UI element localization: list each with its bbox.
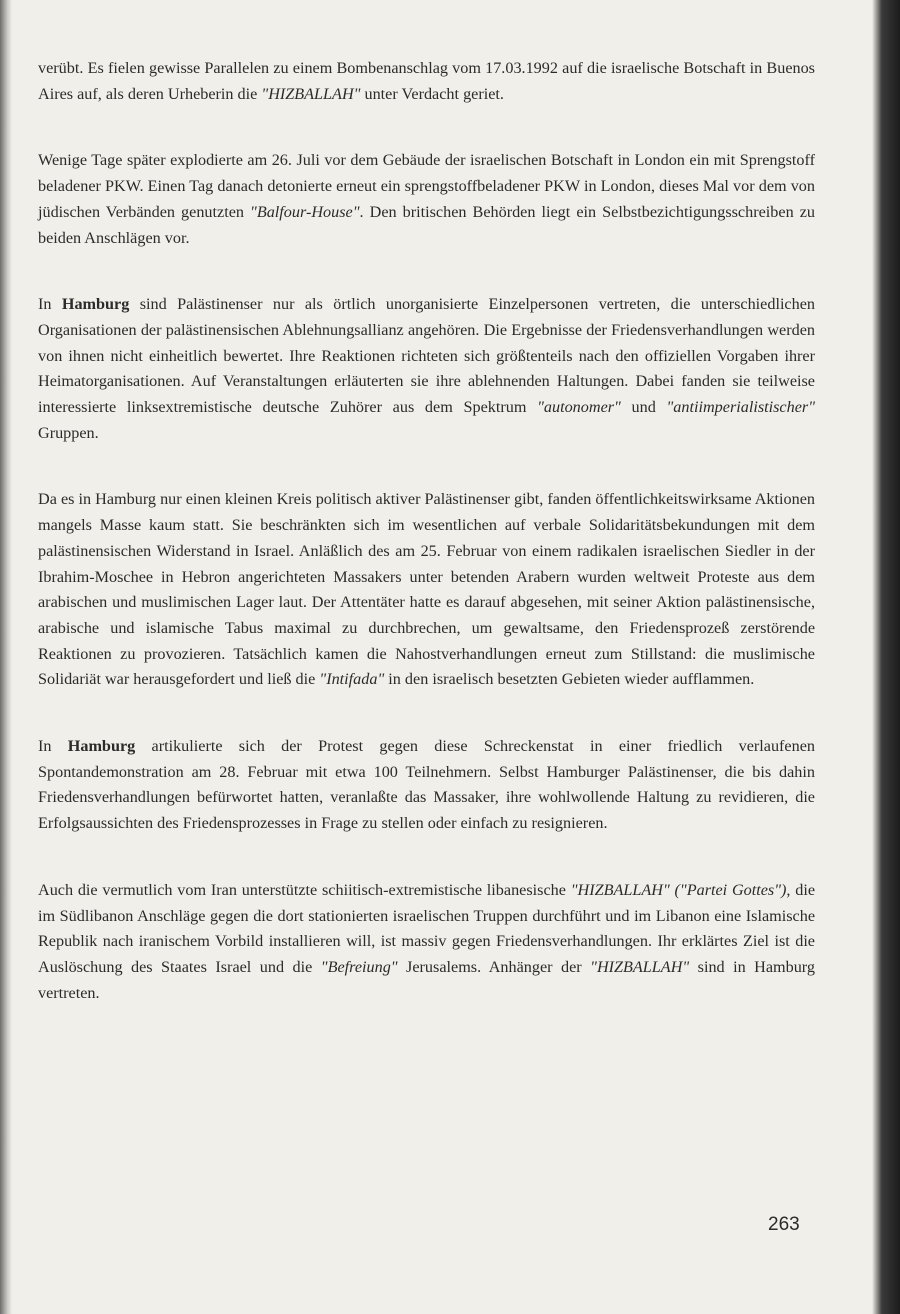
paragraph-5	[38, 734, 815, 837]
paragraph-1	[38, 56, 815, 107]
page-number: 263	[768, 1214, 800, 1235]
text-run: artikulierte sich der Protest gegen diese Schreckenstat in einer friedlich verlaufenen Spontandemonstration am 28. Februar mit etwa 100 Teilnehmern. Selbst Hamburger Palästinenser, die bis dahin Friedensverhandlungen befürwortet hatten, veranlaßte das Massaker, ihre wohlwollende Haltung zu revidieren, die Erfolgsaussichten des Friedensprozesses in Frage zu stellen oder einfach zu resignieren.	[38, 737, 815, 833]
italic-text: "HIZBALLAH"	[590, 957, 690, 976]
page-text	[38, 56, 815, 1047]
text-run: . Den britischen Behörden liegt ein Selbstbezichtigungsschreiben zu beiden Anschlägen vor.	[38, 202, 815, 247]
paragraph-4	[38, 487, 815, 693]
bold-text: Hamburg	[67, 737, 136, 756]
italic-text: "Balfour-House"	[250, 202, 360, 221]
italic-text: "Intifada"	[319, 670, 385, 689]
text-run: Wenige Tage später explodierte am 26. Juli vor dem Gebäude der israelischen Botschaft in London ein mit Sprengstoff beladener PKW. Einen Tag danach detonierte erneut ein sprengstoffbeladener PKW in London, dieses Mal vor dem von jüdischen Verbänden genutzten	[38, 151, 815, 221]
scan-shadow-right	[872, 0, 900, 1314]
paragraph-3	[38, 292, 815, 446]
text-run: In	[38, 295, 62, 314]
italic-text: "HIZBALLAH"	[261, 84, 361, 103]
paragraph-2	[38, 148, 815, 251]
italic-text: "Befreiung"	[320, 957, 398, 976]
text-run: Auch die vermutlich vom Iran unterstützte schiitisch-extremistische libanesische	[38, 880, 571, 899]
text-run: In	[38, 737, 68, 756]
text-run: Gruppen.	[38, 423, 99, 442]
text-run: unter Verdacht geriet.	[360, 84, 504, 103]
italic-text: "HIZBALLAH" ("Partei Gottes")	[570, 880, 787, 899]
text-run: sind Palästinenser nur als örtlich unorganisierte Einzelpersonen vertreten, die unterschiedlichen Organisationen der palästinensischen Ablehnungsallianz angehören. Die Ergebnisse der Friedensverhandlungen werden von ihnen nicht einheitlich bewertet. Ihre Reaktionen richteten sich größtenteils nach den offiziellen Vorgaben ihrer Heimatorganisationen. Auf Veranstaltungen erläuterten sie ihre ablehnenden Haltungen. Dabei fanden sie teilweise interessierte linksextremistische deutsche Zuhörer aus dem Spektrum	[38, 295, 815, 417]
text-run: , die im Südlibanon Anschläge gegen die dort stationierten israelischen Truppen durchführt und im Libanon eine Islamische Republik nach iranischem Vorbild installieren will, ist massiv gegen Friedensverhandlungen. Ihr erklärtes Ziel ist die Auslöschung des Staates Israel und die	[38, 880, 816, 976]
text-run: sind in Hamburg vertreten.	[38, 957, 816, 1002]
paragraph-6	[38, 878, 815, 1007]
text-run: und	[620, 398, 667, 417]
italic-text: "autonomer"	[537, 398, 621, 417]
text-run: Da es in Hamburg nur einen kleinen Kreis politisch aktiver Palästinenser gibt, fanden öffentlichkeitswirksame Aktionen mangels Masse kaum statt. Sie beschränkten sich im wesentlichen auf verbale Solidaritätsbekundungen mit dem palästinensischen Widerstand in Israel. Anläßlich des am 25. Februar von einem radikalen israelischen Siedler in der Ibrahim-Moschee in Hebron angerichteten Massakers unter betenden Arabern wurden weltweit Proteste aus dem arabischen und muslimischen Lager laut. Der Attentäter hatte es darauf abgesehen, mit seiner Aktion palästinensische, arabische und islamische Tabus maximal zu durchbrechen, um gewaltsame, den Friedensprozeß zerstörende Reaktionen zu provozieren. Tatsächlich kamen die Nahostverhandlungen erneut zum Stillstand: die muslimische Solidariät war herausgefordert und ließ die	[38, 490, 815, 689]
text-run: Jerusalems. Anhänger der	[397, 957, 591, 976]
scan-shadow-left	[0, 0, 12, 1314]
text-run: in den israelisch besetzten Gebieten wieder aufflammen.	[384, 670, 755, 689]
italic-text: "antiimperialistischer"	[666, 398, 815, 417]
bold-text: Hamburg	[61, 295, 130, 314]
text-run: verübt. Es fielen gewisse Parallelen zu einem Bombenanschlag vom 17.03.1992 auf die israelische Botschaft in Buenos Aires auf, als deren Urheberin die	[38, 59, 815, 103]
